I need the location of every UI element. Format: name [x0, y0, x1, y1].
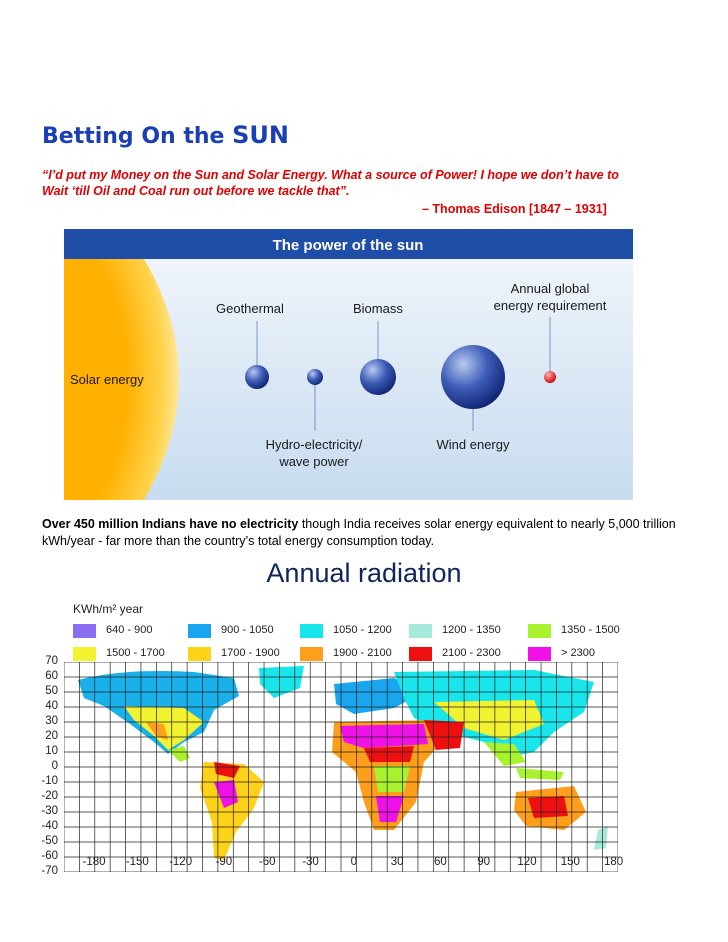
legend-label: 1500 - 1700	[106, 647, 165, 659]
legend-swatch	[409, 647, 432, 661]
latitude-label: 20	[45, 730, 58, 742]
label-hydro-1: Hydro-electricity/	[265, 437, 363, 452]
geothermal-sphere	[245, 365, 269, 389]
latitude-label: 70	[45, 655, 58, 667]
legend-unit: KWh/m² year	[73, 602, 144, 616]
label-geothermal: Geothermal	[216, 301, 284, 316]
latitude-label: 60	[45, 670, 58, 682]
legend-swatch	[528, 624, 551, 638]
latitude-label: 30	[45, 715, 58, 727]
longitude-label: 150	[560, 856, 580, 868]
latitude-label: -20	[41, 790, 58, 802]
latitude-label: -10	[41, 775, 58, 787]
latitude-label: -50	[41, 835, 58, 847]
quote-line-1: “I’d put my Money on the Sun and Solar Energy. What a source of Power! I hope we don’t have to	[42, 168, 619, 182]
legend-label: 2100 - 2300	[442, 647, 501, 659]
label-annual-2: energy requirement	[493, 298, 607, 313]
radiation-world-map	[64, 662, 618, 872]
title-emphasis: SUN	[232, 121, 289, 149]
latitude-label: -30	[41, 805, 58, 817]
energy-requirement-sphere	[544, 371, 556, 383]
longitude-label: 180	[604, 856, 624, 868]
legend-swatch	[528, 647, 551, 661]
legend-label: 1350 - 1500	[561, 624, 620, 636]
legend-swatch	[188, 647, 211, 661]
latitude-label: -60	[41, 850, 58, 862]
legend-label: > 2300	[561, 647, 595, 659]
legend-swatch	[73, 647, 96, 661]
label-solar: Solar energy	[70, 372, 144, 387]
legend-label: 1900 - 2100	[333, 647, 392, 659]
label-biomass: Biomass	[353, 301, 403, 316]
label-annual-1: Annual global	[510, 281, 590, 296]
latitude-label: 40	[45, 700, 58, 712]
figure-header: The power of the sun	[272, 237, 424, 254]
biomass-sphere	[360, 359, 396, 395]
legend-label: 1200 - 1350	[442, 624, 501, 636]
legend-swatch	[300, 647, 323, 661]
longitude-label: -120	[169, 856, 193, 868]
legend-label: 1050 - 1200	[333, 624, 392, 636]
wind-sphere	[441, 345, 505, 409]
longitude-label: 90	[477, 856, 491, 868]
radiation-title: Annual radiation	[266, 558, 462, 588]
quote-line-2: Wait ‘till Oil and Coal run out before we tackle that”.	[42, 184, 350, 198]
legend-label: 1700 - 1900	[221, 647, 280, 659]
paragraph-rest: though India receives solar energy equivalent to nearly 5,000 trillion kWh/year - far more than the country’s total energy consumption today.	[42, 517, 676, 548]
power-of-sun-figure	[64, 229, 633, 500]
legend-swatch	[188, 624, 211, 638]
longitude-label: 0	[350, 856, 357, 868]
hydro-sphere	[307, 369, 323, 385]
longitude-label: -180	[82, 856, 106, 868]
longitude-label: -30	[302, 856, 319, 868]
longitude-label: -60	[258, 856, 276, 868]
latitude-label: -40	[41, 820, 58, 832]
quote-attribution: – Thomas Edison [1847 – 1931]	[422, 202, 607, 216]
title-main: Betting On the	[42, 124, 233, 149]
legend-label: 900 - 1050	[221, 624, 274, 636]
label-hydro-2: wave power	[279, 454, 349, 469]
latitude-label: -70	[41, 865, 58, 877]
longitude-label: -90	[215, 856, 233, 868]
latitude-label: 10	[45, 745, 58, 757]
legend-swatch	[300, 624, 323, 638]
legend-swatch	[73, 624, 96, 638]
india-paragraph	[42, 516, 702, 550]
latitude-label: 50	[45, 685, 58, 697]
legend-swatch	[409, 624, 432, 638]
label-wind: Wind energy	[436, 437, 510, 452]
legend-label: 640 - 900	[106, 624, 153, 636]
page-title	[42, 121, 289, 149]
longitude-label: -150	[125, 856, 149, 868]
longitude-label: 120	[517, 856, 537, 868]
longitude-label: 30	[390, 856, 404, 868]
paragraph-bold: Over 450 million Indians have no electricity	[42, 517, 299, 531]
latitude-label: 0	[51, 760, 58, 772]
longitude-label: 60	[433, 856, 447, 868]
